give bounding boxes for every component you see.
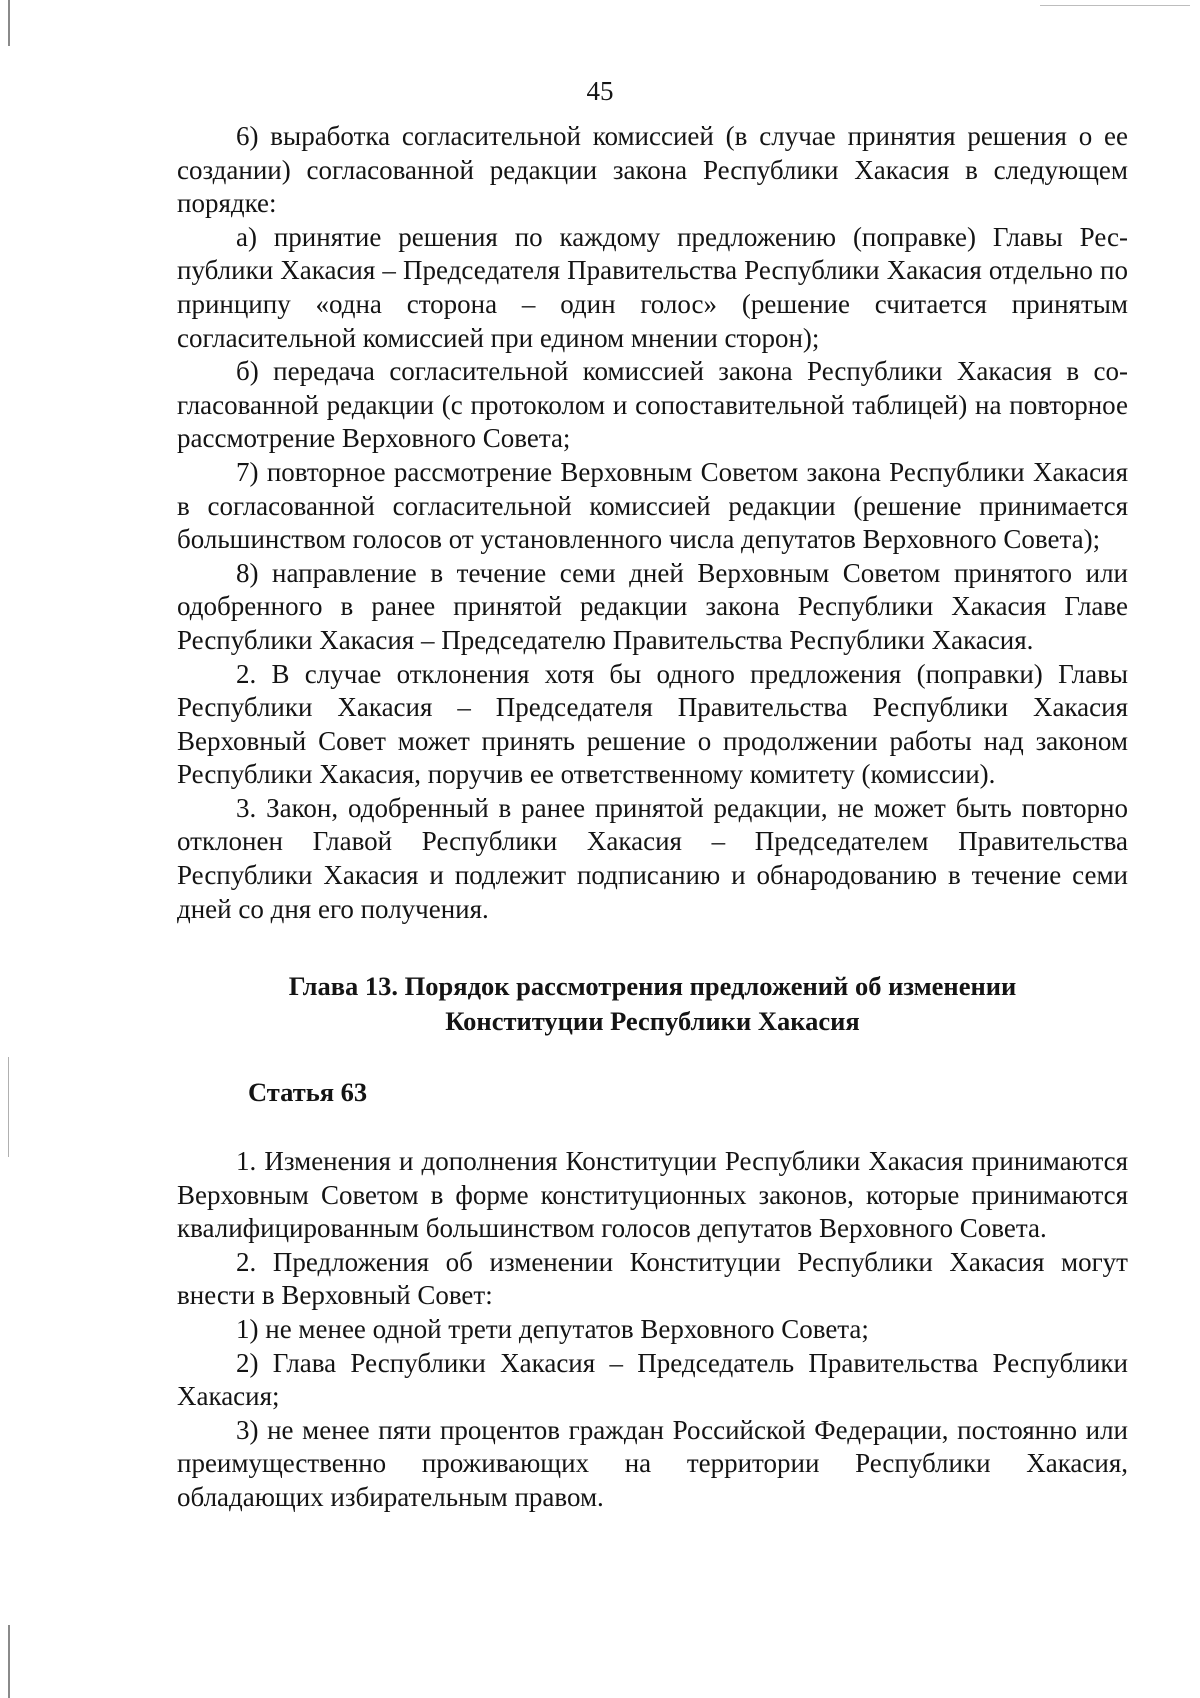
scan-edge-line bbox=[1040, 5, 1190, 6]
paragraph: 3. Закон, одобренный в ранее принятой редакции, не может быть повторно отклонен Главой Республики Хакасия – Председателем Правительства Республики Хакасия и подлежит подписанию и обнародованию в течение семи дней со дня его получения. bbox=[177, 792, 1128, 924]
scan-edge-line bbox=[8, 1057, 9, 1157]
paragraph: 6) выработка согласительной комиссией (в случае принятия решения о ее создании) согласованной редакции закона Республики Хакасия в следующем порядке: bbox=[177, 121, 1128, 219]
paragraph: 2. В случае отклонения хотя бы одного предложения (поправки) Главы Республики Хакасия – Председателя Правительства Республики Хакасия Верховный Совет может принять решение о продолжении работы над законом Республики Хакасия, поручив ее ответственному комитету (комиссии). bbox=[177, 658, 1128, 790]
paragraph: 3) не менее пяти процентов граждан Российской Федерации, постоянно или преимущественно проживающих на территории Республики Хакасия, обладающих избирательным правом. bbox=[177, 1414, 1128, 1512]
paragraph: 1. Изменения и дополнения Конституции Республики Хакасия принимаются Верховным Советом в форме конституционных законов, которые принимаются квалифицированным большинством голосов депутатов Верховного Совета. bbox=[177, 1146, 1128, 1244]
article-text-block bbox=[177, 1145, 1128, 1515]
scan-edge-line bbox=[8, 0, 10, 46]
paragraph: 8) направление в течение семи дней Верховным Советом принятого или одобренного в ранее принятой редакции закона Республики Хакасия Главе Республики Хакасия – Председателю Правительства Республики Хакасия. bbox=[177, 557, 1128, 655]
paragraph: 7) повторное рассмотрение Верховным Советом закона Республики Хакасия в согласованной согласительной комиссией редакции (решение принимается большинством голосов от установленного числа депутатов Верховного Совета); bbox=[177, 456, 1128, 555]
chapter-heading-line: Глава 13. Порядок рассмотрения предложений об изменении bbox=[288, 971, 1017, 1001]
paragraph: а) принятие решения по каждому предложению (поправке) Главы Республики Хакасия – Председателя Правительства Республики Хакасия отдельно по принципу «одна сторона – один голос» (решение считается принятым согласительной комиссией при едином мнении сторон); bbox=[177, 221, 1128, 353]
paragraph: 2. Предложения об изменении Конституции Республики Хакасия могут внести в Верховный Совет: bbox=[177, 1246, 1128, 1311]
paragraph: 1) не менее одной трети депутатов Верховного Совета; bbox=[236, 1313, 869, 1344]
page-number: 45 bbox=[586, 76, 614, 106]
scan-edge-line bbox=[8, 1625, 10, 1698]
chapter-heading-line: Конституции Республики Хакасия bbox=[445, 1006, 860, 1036]
chapter-heading bbox=[177, 969, 1128, 1039]
paragraph: 2) Глава Республики Хакасия – Председатель Правительства Республики Хакасия; bbox=[177, 1347, 1128, 1412]
top-text-block bbox=[177, 120, 1128, 926]
article-title: Статья 63 bbox=[248, 1077, 368, 1107]
paragraph: б) передача согласительной комиссией закона Республики Хакасия в согласованной редакции (с протоколом и сопоставительной таблицей) на повторное рассмотрение Верховного Совета; bbox=[177, 356, 1128, 454]
